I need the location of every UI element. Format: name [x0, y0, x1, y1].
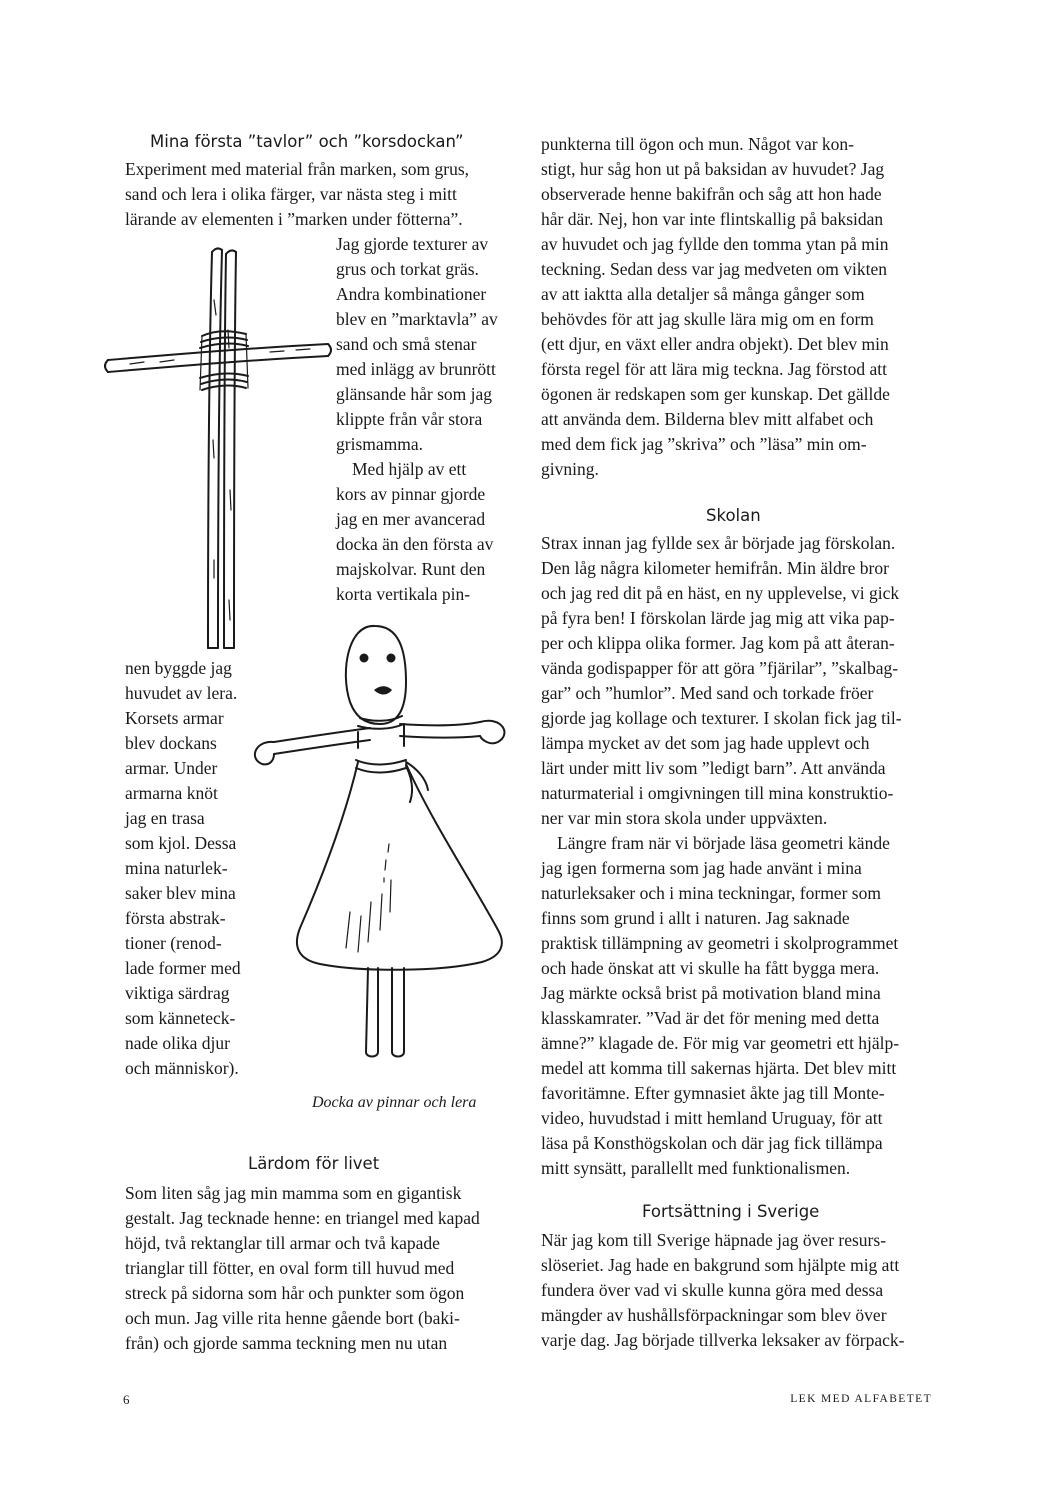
text-line: Längre fram när vi började läsa geometri kände	[557, 833, 890, 853]
text-line: ämne?” klagade de. För mig var geometri ett hjälp-	[541, 1033, 900, 1053]
text-line: klasskamrater. ”Vad är det för mening med detta	[541, 1008, 880, 1028]
heading-lardom: Lärdom för livet	[248, 1154, 380, 1173]
stick-cross-illustration	[100, 240, 340, 660]
text-line: nade olika djur	[125, 1033, 230, 1053]
heading-skolan: Skolan	[706, 506, 761, 525]
text-line: av huvudet och jag fyllde den tomma ytan på min	[541, 234, 889, 254]
text-line: vända godispapper för att göra ”fjärilar”, ”skalbag-	[541, 658, 899, 678]
doll-eye-left	[360, 654, 369, 663]
text-line: trianglar till fötter, en oval form till huvud med	[125, 1258, 455, 1278]
left-intro-paragraph	[125, 157, 469, 232]
text-line: blev en ”marktavla” av	[336, 309, 498, 329]
text-line: som kjol. Dessa	[125, 833, 237, 853]
text-line: från) och gjorde samma teckning men nu utan	[125, 1333, 448, 1353]
text-line: gjorde jag kollage och texturer. I skolan fick jag til-	[541, 708, 902, 728]
text-line: Den låg några kilometer hemifrån. Min äldre bror	[541, 558, 889, 578]
text-line: korta vertikala pin-	[336, 584, 471, 604]
text-line: och mun. Jag ville rita henne gående bort (baki-	[125, 1308, 460, 1328]
text-line: ner var min stora skola under uppväxten.	[541, 808, 828, 828]
heading-fortsattning: Fortsättning i Sverige	[642, 1202, 820, 1221]
doll-arm-right	[400, 722, 480, 725]
text-line: kors av pinnar gjorde	[336, 484, 486, 504]
text-line: hår där. Nej, hon var inte flintskallig på baksidan	[541, 209, 884, 229]
doll-arm-left	[274, 728, 370, 742]
text-line: Jag gjorde texturer av	[336, 234, 489, 254]
text-line: streck på sidorna som hår och punkter som ögon	[125, 1283, 465, 1303]
text-line: Strax innan jag fyllde sex år började jag förskolan.	[541, 533, 896, 553]
text-line: Jag märkte också brist på motivation bland mina	[541, 983, 881, 1003]
text-line: huvudet av lera.	[125, 683, 238, 703]
text-line: stigt, hur såg hon ut på baksidan av huvudet? Jag	[541, 159, 885, 179]
text-line: med dem fick jag ”skriva” och ”läsa” min om-	[541, 434, 867, 454]
text-line: första regel för att lära mig teckna. Jag förstod att	[541, 359, 887, 379]
text-line: och människor).	[125, 1058, 239, 1078]
text-line: ögonen är redskapen som ger kunskap. Det gällde	[541, 384, 890, 404]
text-line: Experiment med material från marken, som grus,	[125, 159, 470, 179]
text-line: glänsande hår som jag	[336, 384, 492, 404]
text-line: teckning. Sedan dess var jag medveten om vikten	[541, 259, 888, 279]
text-line: gestalt. Jag tecknade henne: en triangel med kapad	[125, 1208, 480, 1228]
text-line: praktisk tillämpning av geometri i skolprogrammet	[541, 933, 899, 953]
text-line: docka än den första av	[336, 534, 494, 554]
text-line: Andra kombinationer	[336, 284, 487, 304]
text-line: favoritämne. Efter gymnasiet åkte jag till Monte-	[541, 1083, 885, 1103]
text-line: Som liten såg jag min mamma som en gigantisk	[125, 1183, 462, 1203]
text-line: sand och lera i olika färger, var nästa steg i mitt	[125, 184, 457, 204]
text-line: medel att komma till sakernas hjärta. Det blev mitt	[541, 1058, 897, 1078]
text-line: punkterna till ögon och mun. Något var kon-	[541, 134, 854, 154]
doll-leg-right	[392, 968, 404, 1057]
text-line: video, huvudstad i mitt hemland Uruguay, för att	[541, 1108, 883, 1128]
doll-leg-left	[366, 968, 378, 1057]
text-line: lärande av elementen i ”marken under fötterna”.	[125, 209, 463, 229]
text-line: gar” och ”humlor”. Med sand och torkade fröer	[541, 683, 874, 703]
text-line: givning.	[541, 459, 599, 479]
text-line: behövdes för att jag skulle lära mig om en form	[541, 309, 874, 329]
text-line: jag en trasa	[125, 808, 205, 828]
text-line: mitt synsätt, parallellt med funktionalismen.	[541, 1158, 851, 1178]
text-line: tioner (renod-	[125, 933, 222, 953]
doll-head	[346, 626, 406, 724]
text-line: blev dockans	[125, 733, 217, 753]
text-line: saker blev mina	[125, 883, 236, 903]
text-line: och hade önskat att vi skulle ha fått bygga mera.	[541, 958, 880, 978]
text-line: fundera över vad vi skulle kunna göra med dessa	[541, 1280, 884, 1300]
doll-illustration	[240, 612, 520, 1092]
text-line: som känneteck-	[125, 1008, 236, 1028]
figure-caption: Docka av pinnar och lera	[312, 1094, 477, 1111]
text-line: av att iaktta alla detaljer så många gånger som	[541, 284, 865, 304]
text-line: naturmaterial i omgivningen till mina konstruktio-	[541, 783, 894, 803]
text-line: armar. Under	[125, 758, 218, 778]
text-line: första abstrak-	[125, 908, 226, 928]
text-line: per och klippa olika former. Jag kom på att återan-	[541, 633, 895, 653]
text-line: viktiga särdrag	[125, 983, 230, 1003]
text-line: grus och torkat gräs.	[336, 259, 479, 279]
running-title: LEK MED ALFABETET	[790, 1393, 932, 1405]
doll-skirt	[297, 762, 502, 970]
text-line: finns som grund i allt i naturen. Jag saknade	[541, 908, 850, 928]
doll-mouth	[374, 686, 392, 694]
text-line: jag en mer avancerad	[336, 509, 486, 529]
text-line: lämpa mycket av det som jag hade upplevt och	[541, 733, 870, 753]
text-line: observerade henne bakifrån och såg att hon hade	[541, 184, 882, 204]
left-narrow-paragraph	[336, 232, 498, 607]
text-line: armarna knöt	[125, 783, 218, 803]
skolan-paragraph	[541, 531, 902, 1181]
fortsattning-paragraph	[541, 1228, 904, 1353]
text-line: läsa på Konsthögskolan och där jag fick tillämpa	[541, 1133, 883, 1153]
text-line: Korsets armar	[125, 708, 224, 728]
text-line: på fyra ben! I förskolan lärde jag mig att vika pap-	[541, 608, 895, 628]
text-line: sand och små stenar	[336, 334, 477, 354]
doll-eye-right	[387, 654, 396, 663]
text-line: grismamma.	[336, 434, 423, 454]
page-number: 6	[123, 1392, 130, 1407]
text-line: mina naturlek-	[125, 858, 228, 878]
heading-tavlor: Mina första ”tavlor” och ”korsdockan”	[150, 132, 464, 151]
text-line: slöseriet. Jag hade en bakgrund som hjälpte mig att	[541, 1255, 900, 1275]
text-line: nen byggde jag	[125, 658, 232, 678]
text-line: höjd, två rektanglar till armar och två kapade	[125, 1233, 440, 1253]
text-line: med inlägg av brunrött	[336, 359, 496, 379]
text-line: mängder av hushållsförpackningar som blev över	[541, 1305, 887, 1325]
text-line: (ett djur, en växt eller andra objekt). Det blev min	[541, 334, 889, 354]
text-line: varje dag. Jag började tillverka leksaker av förpack-	[541, 1330, 905, 1350]
text-line: jag igen formerna som jag hade använt i mina	[541, 858, 862, 878]
text-line: Med hjälp av ett	[352, 459, 467, 479]
text-line: lärt under mitt liv som ”ledigt barn”. Att använda	[541, 758, 886, 778]
text-line: När jag kom till Sverige häpnade jag över resurs-	[541, 1230, 887, 1250]
text-line: att använda dem. Bilderna blev mitt alfabet och	[541, 409, 874, 429]
lardom-paragraph	[125, 1181, 480, 1356]
text-line: lade former med	[125, 958, 241, 978]
text-line: naturleksaker och i mina teckningar, former som	[541, 883, 881, 903]
text-line: majskolvar. Runt den	[336, 559, 486, 579]
text-line: och jag red dit på en häst, en ny upplevelse, vi gick	[541, 583, 900, 603]
text-line: klippte från vår stora	[336, 409, 483, 429]
right-continuation-paragraph	[541, 132, 890, 482]
left-side-paragraph	[125, 656, 241, 1081]
